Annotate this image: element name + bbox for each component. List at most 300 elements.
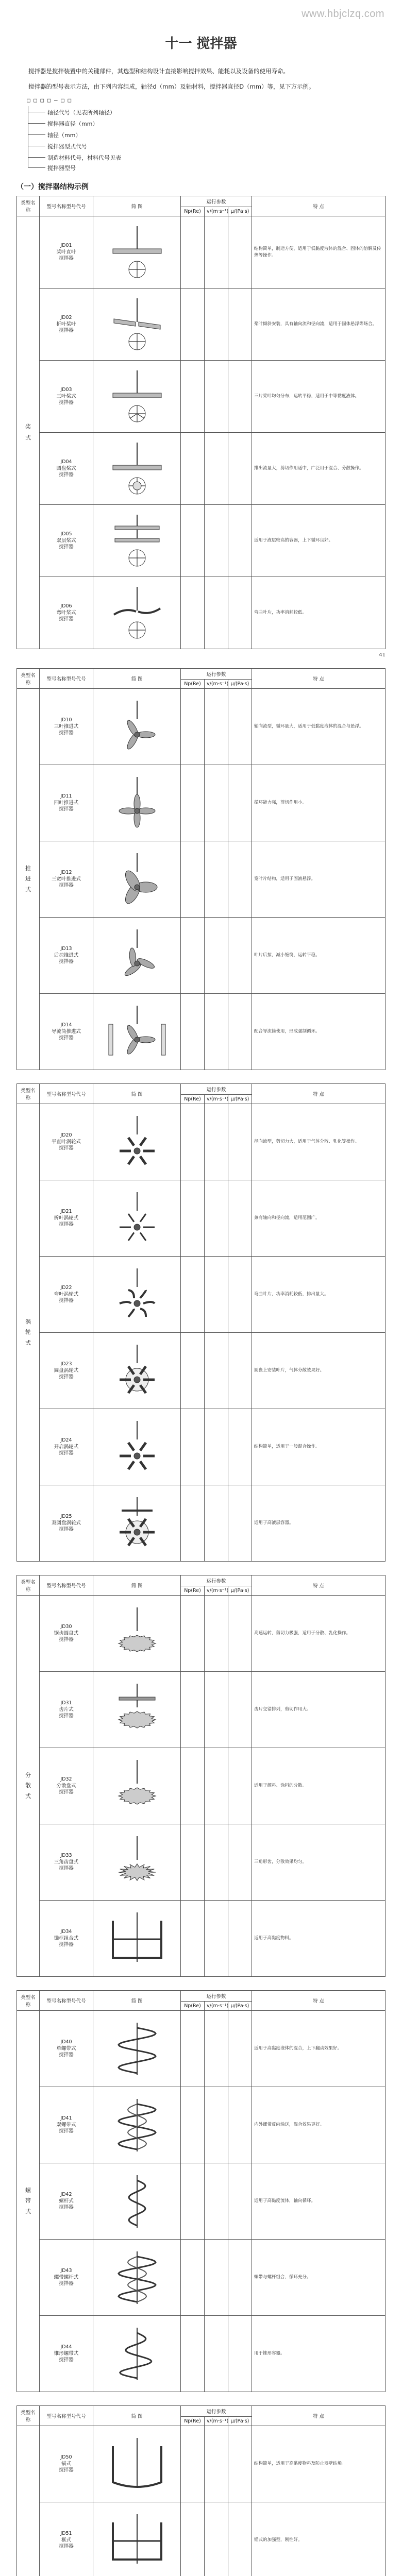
param-np xyxy=(181,216,205,289)
table-row xyxy=(17,1901,386,1977)
sketch-blade-double xyxy=(98,513,176,569)
sketch-cell xyxy=(93,2240,181,2316)
table-row xyxy=(17,2316,386,2392)
model-cell: JD50 锚式 搅拌器 xyxy=(40,2426,93,2502)
param-v xyxy=(205,1104,228,1180)
param-np xyxy=(181,361,205,433)
param-np xyxy=(181,2316,205,2392)
sketch-blade-disk xyxy=(98,440,176,497)
param-mu xyxy=(228,1596,252,1672)
param-mu xyxy=(228,1824,252,1901)
param-v xyxy=(205,2011,228,2087)
param-np xyxy=(181,689,205,765)
header-model: 型号名称型号代号 xyxy=(40,1991,93,2011)
code-item: 制造材料代号，材料代号见表 xyxy=(47,155,121,162)
description-cell: 圆盘上安装叶片，气体分散效果好。 xyxy=(252,1333,386,1409)
table-row xyxy=(17,1257,386,1333)
header-p3: μ/(Pa·s) xyxy=(228,1586,252,1596)
param-mu xyxy=(228,1748,252,1824)
sketch-tooth-plate xyxy=(98,1682,176,1738)
param-v xyxy=(205,1901,228,1977)
model-cell: JD04 圆盘桨式 搅拌器 xyxy=(40,433,93,505)
param-v xyxy=(205,1333,228,1409)
table-row xyxy=(17,1596,386,1672)
sketch-cell xyxy=(93,2011,181,2087)
table-row xyxy=(17,361,386,433)
header-p1: Np(Re) xyxy=(181,2417,205,2426)
header-params: 运行参数 xyxy=(181,196,252,207)
sketch-turbine-curved xyxy=(98,1266,176,1323)
param-v xyxy=(205,1180,228,1257)
sketch-turbine-pitched xyxy=(98,1190,176,1247)
table-row xyxy=(17,505,386,577)
intro-paragraph-1: 搅拌器是搅拌装置中的关键部件，其选型和结构设计直接影响搅拌效果、能耗以及设备的使用寿命。 xyxy=(28,67,289,75)
header-desc: 特 点 xyxy=(252,1575,386,1596)
sketch-screw xyxy=(98,2173,176,2230)
param-np xyxy=(181,1901,205,1977)
sketch-blade-pitched xyxy=(98,296,176,353)
header-params: 运行参数 xyxy=(181,2406,252,2417)
param-v xyxy=(205,1672,228,1748)
sketch-cell xyxy=(93,1257,181,1333)
header-p3: μ/(Pa·s) xyxy=(228,2002,252,2011)
page-title: 十一 搅拌器 xyxy=(165,36,237,52)
header-sketch: 简 图 xyxy=(93,2406,181,2426)
code-item: 轴径（mm） xyxy=(47,132,81,139)
sketch-ribbon-cone xyxy=(98,2326,176,2382)
description-cell: 结构简单，适用于一般混合操作。 xyxy=(252,1409,386,1485)
table-row xyxy=(17,1104,386,1180)
param-np xyxy=(181,2502,205,2576)
param-v xyxy=(205,2163,228,2240)
description-cell: 弯曲叶片，功率消耗较低，排出量大。 xyxy=(252,1257,386,1333)
description-cell: 螺带与螺杆组合，循环充分。 xyxy=(252,2240,386,2316)
sketch-prop-draft xyxy=(98,1004,176,1060)
model-cell: JD02 折叶桨叶 搅拌器 xyxy=(40,289,93,361)
param-v xyxy=(205,841,228,918)
category-cell xyxy=(17,2426,40,2576)
description-cell: 高速运转，剪切力极强，适用于分散、乳化操作。 xyxy=(252,1596,386,1672)
table-block-g3 xyxy=(16,1083,386,1562)
header-p3: μ/(Pa·s) xyxy=(228,2417,252,2426)
table-row xyxy=(17,994,386,1070)
param-v xyxy=(205,918,228,994)
sketch-anchor xyxy=(98,2436,176,2493)
param-mu xyxy=(228,2011,252,2087)
model-cell: JD42 螺杆式 搅拌器 xyxy=(40,2163,93,2240)
table-row xyxy=(17,1409,386,1485)
table-row xyxy=(17,216,386,289)
code-format: □ □ □ □ — □ □ xyxy=(27,97,72,104)
param-v xyxy=(205,505,228,577)
param-v xyxy=(205,2316,228,2392)
model-cell: JD05 双层桨式 搅拌器 xyxy=(40,505,93,577)
param-np xyxy=(181,2163,205,2240)
code-item: 轴径代号（见表所列轴径） xyxy=(47,109,115,116)
description-cell: 适用于高液层容器。 xyxy=(252,1485,386,1562)
sketch-ribbon-double xyxy=(98,2097,176,2154)
model-cell: JD20 平直叶涡轮式 搅拌器 xyxy=(40,1104,93,1180)
description-cell: 三片桨叶均匀分布，运转平稳，适用于中等黏度液体。 xyxy=(252,361,386,433)
model-cell: JD41 双螺带式 搅拌器 xyxy=(40,2087,93,2163)
table-row xyxy=(17,841,386,918)
sketch-disperse-disk xyxy=(98,1758,176,1815)
table-block-g2 xyxy=(16,668,386,1070)
param-v xyxy=(205,689,228,765)
sketch-cell xyxy=(93,994,181,1070)
table-row xyxy=(17,577,386,649)
table-row xyxy=(17,2502,386,2576)
description-cell: 三角形齿，分散效果均匀。 xyxy=(252,1824,386,1901)
description-cell: 兼有轴向和径向流，适用范围广。 xyxy=(252,1180,386,1257)
header-desc: 特 点 xyxy=(252,669,386,689)
sketch-prop-four xyxy=(98,775,176,832)
table-block-g5 xyxy=(16,1990,386,2392)
model-cell: JD24 开启涡轮式 搅拌器 xyxy=(40,1409,93,1485)
param-v xyxy=(205,1257,228,1333)
header-p3: μ/(Pa·s) xyxy=(228,680,252,689)
sketch-cell xyxy=(93,1596,181,1672)
header-cat: 类型名称 xyxy=(17,2406,40,2426)
header-p1: Np(Re) xyxy=(181,207,205,216)
model-cell: JD31 齿片式 搅拌器 xyxy=(40,1672,93,1748)
sketch-cell xyxy=(93,918,181,994)
sketch-cell xyxy=(93,1485,181,1562)
table-row xyxy=(17,2240,386,2316)
param-mu xyxy=(228,433,252,505)
param-mu xyxy=(228,2316,252,2392)
model-cell: JD44 锥形螺带式 搅拌器 xyxy=(40,2316,93,2392)
param-v xyxy=(205,289,228,361)
param-mu xyxy=(228,994,252,1070)
param-mu xyxy=(228,577,252,649)
header-params: 运行参数 xyxy=(181,1991,252,2002)
sketch-cell xyxy=(93,1333,181,1409)
sketch-cell xyxy=(93,216,181,289)
param-v xyxy=(205,1409,228,1485)
table-block-g1 xyxy=(16,196,386,649)
sketch-cell xyxy=(93,2502,181,2576)
sketch-blade-curved xyxy=(98,585,176,641)
param-np xyxy=(181,1180,205,1257)
table-row xyxy=(17,1748,386,1824)
sketch-blade-straight xyxy=(98,224,176,281)
watermark: www.hbjclzq.com xyxy=(301,8,384,20)
intro-paragraph-2: 搅拌器的型号表示方法，由下列内容组成，轴径d（mm）及轴材料，搅拌器直径D（mm）等，见下方示例。 xyxy=(28,83,315,91)
table-row xyxy=(17,2087,386,2163)
param-mu xyxy=(228,1104,252,1180)
table-block-g6 xyxy=(16,2405,386,2576)
param-np xyxy=(181,2426,205,2502)
description-cell: 宽叶片结构，适用于固液悬浮。 xyxy=(252,841,386,918)
description-cell: 桨叶倾斜安装，具有轴向流和径向流，适用于固体悬浮等场合。 xyxy=(252,289,386,361)
param-mu xyxy=(228,216,252,289)
sketch-anchor-frame xyxy=(98,1910,176,1967)
header-sketch: 简 图 xyxy=(93,196,181,216)
param-v xyxy=(205,994,228,1070)
header-p2: v/(m·s⁻¹) xyxy=(205,1095,228,1104)
param-np xyxy=(181,1485,205,1562)
param-np xyxy=(181,1596,205,1672)
agitator-table xyxy=(16,2405,386,2576)
param-np xyxy=(181,2011,205,2087)
agitator-table xyxy=(16,668,386,1070)
model-cell: JD22 弯叶涡轮式 搅拌器 xyxy=(40,1257,93,1333)
param-mu xyxy=(228,2163,252,2240)
table-row xyxy=(17,2426,386,2502)
table-row xyxy=(17,1333,386,1409)
model-cell: JD21 折叶涡轮式 搅拌器 xyxy=(40,1180,93,1257)
param-v xyxy=(205,216,228,289)
header-desc: 特 点 xyxy=(252,196,386,216)
sketch-cell xyxy=(93,433,181,505)
model-cell: JD25 双圆盘涡轮式 搅拌器 xyxy=(40,1485,93,1562)
description-cell: 排出流量大，剪切作用适中，广泛用于混合、分散操作。 xyxy=(252,433,386,505)
param-mu xyxy=(228,918,252,994)
model-cell: JD34 锚框组合式 搅拌器 xyxy=(40,1901,93,1977)
header-p3: μ/(Pa·s) xyxy=(228,207,252,216)
description-cell: 循环能力强，剪切作用小。 xyxy=(252,765,386,841)
table-block-g4 xyxy=(16,1575,386,1977)
param-np xyxy=(181,1824,205,1901)
code-item: 搅拌器型号 xyxy=(47,165,76,172)
header-params: 运行参数 xyxy=(181,669,252,680)
description-cell: 轴向流型，循环量大，适用于低黏度液体的混合与悬浮。 xyxy=(252,689,386,765)
model-cell: JD13 后掠推进式 搅拌器 xyxy=(40,918,93,994)
model-cell: JD51 框式 搅拌器 xyxy=(40,2502,93,2576)
model-cell: JD01 桨叶直叶 搅拌器 xyxy=(40,216,93,289)
header-model: 型号名称型号代号 xyxy=(40,1084,93,1104)
agitator-table xyxy=(16,196,386,649)
table-row xyxy=(17,1485,386,1562)
header-model: 型号名称型号代号 xyxy=(40,196,93,216)
category-cell: 涡 轮 式 xyxy=(17,1104,40,1562)
table-row xyxy=(17,289,386,361)
sketch-prop-three xyxy=(98,699,176,755)
header-params: 运行参数 xyxy=(181,1575,252,1586)
agitator-table xyxy=(16,1083,386,1562)
sketch-frame xyxy=(98,2512,176,2569)
sketch-turbine-open xyxy=(98,1419,176,1476)
param-np xyxy=(181,433,205,505)
param-mu xyxy=(228,841,252,918)
page-number: 41 xyxy=(379,652,386,658)
description-cell: 叶片后掠，减小缠绕，运转平稳。 xyxy=(252,918,386,994)
model-cell: JD10 三叶推进式 搅拌器 xyxy=(40,689,93,765)
description-cell: 适用于液层较高的容器，上下循环良好。 xyxy=(252,505,386,577)
param-np xyxy=(181,1104,205,1180)
param-np xyxy=(181,765,205,841)
agitator-tables xyxy=(16,196,386,2576)
model-cell: JD43 螺带螺杆式 搅拌器 xyxy=(40,2240,93,2316)
param-v xyxy=(205,2087,228,2163)
param-v xyxy=(205,361,228,433)
header-p2: v/(m·s⁻¹) xyxy=(205,2002,228,2011)
param-np xyxy=(181,1748,205,1824)
sketch-prop-swept xyxy=(98,927,176,984)
header-model: 型号名称型号代号 xyxy=(40,669,93,689)
sketch-cell xyxy=(93,361,181,433)
sketch-turbine-flat xyxy=(98,1114,176,1171)
sketch-cell xyxy=(93,689,181,765)
table-row xyxy=(17,2163,386,2240)
param-v xyxy=(205,1748,228,1824)
sketch-cell xyxy=(93,1409,181,1485)
param-v xyxy=(205,2426,228,2502)
table-row xyxy=(17,1180,386,1257)
header-p3: μ/(Pa·s) xyxy=(228,1095,252,1104)
param-np xyxy=(181,918,205,994)
table-row xyxy=(17,1672,386,1748)
table-row xyxy=(17,689,386,765)
table-row xyxy=(17,1824,386,1901)
header-p1: Np(Re) xyxy=(181,1586,205,1596)
description-cell: 弯曲叶片，功率消耗较低。 xyxy=(252,577,386,649)
header-p2: v/(m·s⁻¹) xyxy=(205,207,228,216)
description-cell: 适用于高黏度流体，轴向循环。 xyxy=(252,2163,386,2240)
description-cell: 齿片交错排列，剪切作用大。 xyxy=(252,1672,386,1748)
param-mu xyxy=(228,1257,252,1333)
param-v xyxy=(205,765,228,841)
table-row xyxy=(17,433,386,505)
sketch-triangle-disk xyxy=(98,1834,176,1891)
param-np xyxy=(181,505,205,577)
param-v xyxy=(205,2502,228,2576)
param-mu xyxy=(228,1409,252,1485)
description-cell: 适用于高黏度液体的混合，上下翻动效果好。 xyxy=(252,2011,386,2087)
param-mu xyxy=(228,289,252,361)
sketch-cell xyxy=(93,577,181,649)
param-np xyxy=(181,1672,205,1748)
param-mu xyxy=(228,505,252,577)
param-np xyxy=(181,841,205,918)
description-cell: 配合导流筒使用，形成强制循环。 xyxy=(252,994,386,1070)
param-np xyxy=(181,2240,205,2316)
description-cell: 适用于高黏度物料。 xyxy=(252,1901,386,1977)
header-p1: Np(Re) xyxy=(181,1095,205,1104)
sketch-cell xyxy=(93,1672,181,1748)
sketch-turbine-disk xyxy=(98,1343,176,1399)
header-params: 运行参数 xyxy=(181,1084,252,1095)
header-desc: 特 点 xyxy=(252,1991,386,2011)
header-p1: Np(Re) xyxy=(181,680,205,689)
agitator-table xyxy=(16,1575,386,1977)
header-cat: 类型名称 xyxy=(17,669,40,689)
param-mu xyxy=(228,2087,252,2163)
header-sketch: 简 图 xyxy=(93,1084,181,1104)
header-p2: v/(m·s⁻¹) xyxy=(205,1586,228,1596)
model-cell: JD40 单螺带式 搅拌器 xyxy=(40,2011,93,2087)
param-v xyxy=(205,1485,228,1562)
sketch-turbine-double xyxy=(98,1495,176,1552)
description-cell: 用于锥形容器。 xyxy=(252,2316,386,2392)
param-mu xyxy=(228,361,252,433)
header-model: 型号名称型号代号 xyxy=(40,1575,93,1596)
model-cell: JD33 三角齿盘式 搅拌器 xyxy=(40,1824,93,1901)
sketch-ribbon-single xyxy=(98,2021,176,2077)
param-np xyxy=(181,2087,205,2163)
agitator-table xyxy=(16,1990,386,2392)
header-desc: 特 点 xyxy=(252,1084,386,1104)
code-item: 搅拌器型式代号 xyxy=(47,143,87,150)
header-cat: 类型名称 xyxy=(17,1991,40,2011)
param-mu xyxy=(228,1901,252,1977)
param-v xyxy=(205,433,228,505)
param-mu xyxy=(228,765,252,841)
sketch-cell xyxy=(93,765,181,841)
category-cell: 推 进 式 xyxy=(17,689,40,1070)
header-desc: 特 点 xyxy=(252,2406,386,2426)
param-np xyxy=(181,289,205,361)
header-sketch: 简 图 xyxy=(93,1991,181,2011)
sketch-ribbon-screw xyxy=(98,2249,176,2306)
header-sketch: 简 图 xyxy=(93,1575,181,1596)
param-np xyxy=(181,1409,205,1485)
description-cell: 锚式的加强型，刚性好。 xyxy=(252,2502,386,2576)
model-cell: JD11 四叶推进式 搅拌器 xyxy=(40,765,93,841)
sketch-cell xyxy=(93,2426,181,2502)
description-cell: 径向流型，剪切力大，适用于气体分散、乳化等操作。 xyxy=(252,1104,386,1180)
sketch-cell xyxy=(93,1180,181,1257)
model-cell: JD14 导流筒推进式 搅拌器 xyxy=(40,994,93,1070)
sketch-prop-wide xyxy=(98,851,176,908)
param-mu xyxy=(228,1333,252,1409)
param-v xyxy=(205,1824,228,1901)
sketch-cell xyxy=(93,289,181,361)
description-cell: 结构简单，制造方便，适用于低黏度液体的混合、固体的溶解及传热等操作。 xyxy=(252,216,386,289)
param-v xyxy=(205,2240,228,2316)
category-cell: 螺 带 式 xyxy=(17,2011,40,2392)
header-cat: 类型名称 xyxy=(17,1084,40,1104)
header-p2: v/(m·s⁻¹) xyxy=(205,2417,228,2426)
code-item: 搅拌器直径（mm） xyxy=(47,121,98,128)
sketch-cell xyxy=(93,1104,181,1180)
param-mu xyxy=(228,2426,252,2502)
sketch-blade-three xyxy=(98,368,176,425)
sketch-cell xyxy=(93,1901,181,1977)
model-cell: JD23 圆盘涡轮式 搅拌器 xyxy=(40,1333,93,1409)
header-sketch: 简 图 xyxy=(93,669,181,689)
table-row xyxy=(17,2011,386,2087)
description-cell: 适用于颜料、涂料的分散。 xyxy=(252,1748,386,1824)
header-cat: 类型名称 xyxy=(17,1575,40,1596)
sketch-cell xyxy=(93,2316,181,2392)
sketch-saw-disk xyxy=(98,1605,176,1662)
param-mu xyxy=(228,689,252,765)
param-np xyxy=(181,994,205,1070)
header-cat: 类型名称 xyxy=(17,196,40,216)
model-cell: JD30 锯齿圆盘式 搅拌器 xyxy=(40,1596,93,1672)
sketch-cell xyxy=(93,1748,181,1824)
param-np xyxy=(181,577,205,649)
model-code-diagram xyxy=(16,97,386,174)
param-mu xyxy=(228,2240,252,2316)
sketch-cell xyxy=(93,1824,181,1901)
category-cell: 桨 式 xyxy=(17,216,40,649)
param-mu xyxy=(228,2502,252,2576)
param-v xyxy=(205,1596,228,1672)
sketch-cell xyxy=(93,2163,181,2240)
param-mu xyxy=(228,1180,252,1257)
param-mu xyxy=(228,1672,252,1748)
param-v xyxy=(205,577,228,649)
category-cell: 分 散 式 xyxy=(17,1596,40,1977)
sketch-cell xyxy=(93,841,181,918)
param-np xyxy=(181,1257,205,1333)
model-cell: JD12 三宽叶推进式 搅拌器 xyxy=(40,841,93,918)
description-cell: 结构简单，适用于高黏度物料及防止器壁结垢。 xyxy=(252,2426,386,2502)
param-np xyxy=(181,1333,205,1409)
